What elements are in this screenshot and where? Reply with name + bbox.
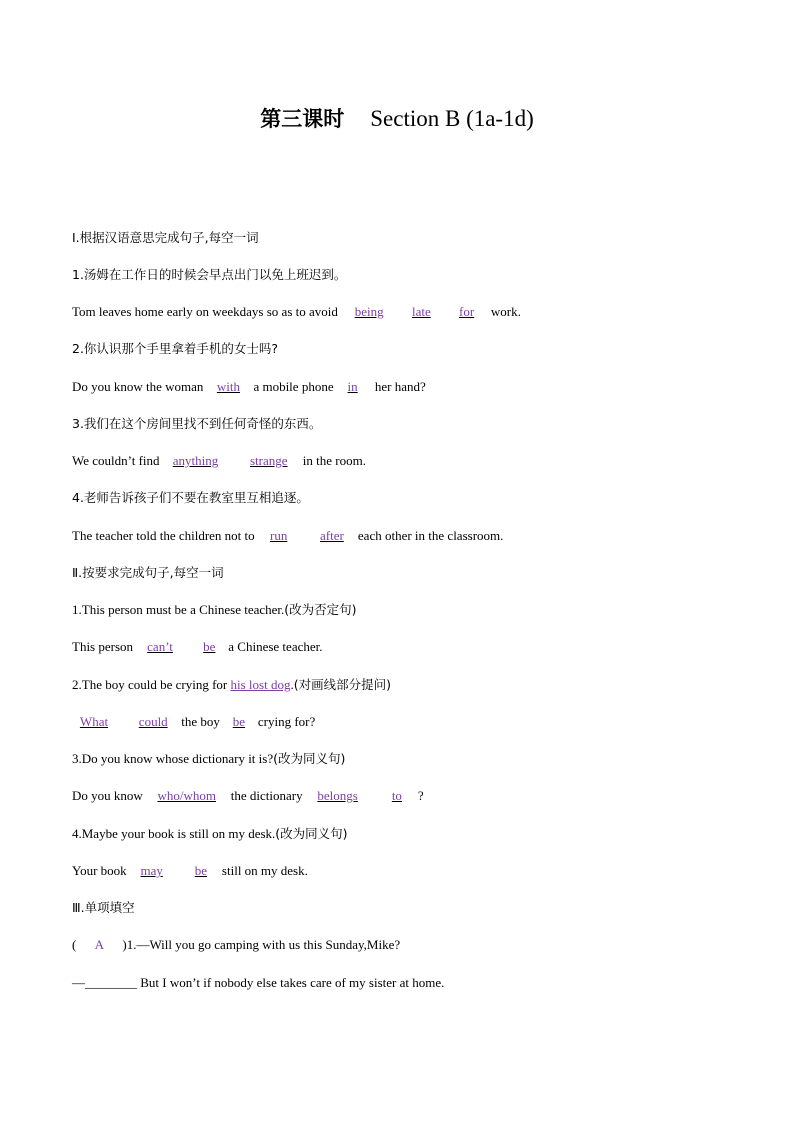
s2-q1-sentence	[72, 638, 323, 656]
text: (改为同义句)	[275, 826, 348, 841]
text: 3.Do you know whose dictionary it is?	[72, 751, 274, 766]
s1-q2-chinese: 2.你认识那个手里拿着手机的女士吗?	[72, 341, 279, 356]
answer-blank: can’t	[147, 639, 173, 654]
answer-blank: after	[320, 528, 344, 543]
text: a Chinese teacher.	[228, 639, 323, 654]
section-2-heading: Ⅱ.按要求完成句子,每空一词	[72, 565, 224, 580]
s2-q4-prompt	[72, 825, 348, 843]
s3-q1-question	[72, 936, 400, 954]
page-title	[0, 104, 794, 134]
s3-q1-reply: —________ But I won’t if nobody else takes care of my sister at home.	[72, 975, 445, 990]
s2-q3-sentence	[72, 787, 424, 805]
answer-blank: be	[203, 639, 216, 654]
text: (改为同义句)	[273, 751, 346, 766]
text: (	[72, 937, 77, 952]
text: the dictionary	[230, 788, 303, 803]
answer-blank: run	[269, 528, 288, 543]
answer-blank: be	[194, 863, 208, 878]
text: work.	[490, 304, 521, 319]
s1-q4-chinese: 4.老师告诉孩子们不要在教室里互相追逐。	[72, 490, 309, 505]
section-1-heading: Ⅰ.根据汉语意思完成句子,每空一词	[72, 230, 259, 245]
title-zh: 第三课时	[260, 107, 345, 131]
s2-q3-prompt	[72, 750, 345, 768]
text: (对画线部分提问)	[293, 677, 391, 692]
answer-blank: What	[79, 714, 109, 729]
s1-q1-chinese: 1.汤姆在工作日的时候会早点出门以免上班迟到。	[72, 267, 347, 282]
text: each other in the classroom.	[357, 528, 504, 543]
answer-blank: who/whom	[157, 788, 217, 803]
answer-blank: be	[232, 714, 246, 729]
answer-blank: for	[459, 304, 475, 319]
text: Tom leaves home early on weekdays so as to avoid	[72, 304, 338, 319]
choice-answer: A	[94, 937, 105, 952]
text: in the room.	[302, 453, 366, 468]
s1-q4-sentence	[72, 527, 503, 545]
text: Do you know the woman	[72, 379, 204, 394]
text: Your book	[72, 863, 127, 878]
s1-q3-chinese: 3.我们在这个房间里找不到任何奇怪的东西。	[72, 416, 322, 431]
text: 1.This person must be a Chinese teacher.	[72, 602, 285, 617]
s2-q1-prompt	[72, 601, 357, 619]
answer-blank: to	[391, 788, 402, 803]
text: her hand?	[374, 379, 426, 394]
title-en: Section B (1a-1d)	[370, 106, 534, 131]
text: 2.The boy could be crying for	[72, 677, 231, 692]
s2-q4-sentence	[72, 862, 308, 880]
answer-blank: with	[216, 379, 240, 394]
text: The teacher told the children not to	[72, 528, 255, 543]
s2-q2-prompt	[72, 676, 391, 694]
text: still on my desk.	[221, 863, 308, 878]
text: .	[290, 677, 294, 692]
text: a mobile phone	[253, 379, 334, 394]
answer-blank: in	[347, 379, 358, 394]
s1-q1-sentence	[72, 303, 521, 321]
text: ?	[417, 788, 424, 803]
text: 1.—Will you go camping with us this Sunday,Mike?	[126, 937, 401, 952]
answer-blank: being	[354, 304, 384, 319]
text: This person	[72, 639, 134, 654]
answer-blank: strange	[250, 453, 288, 468]
text: We couldn’t find	[72, 453, 160, 468]
answer-blank: may	[140, 863, 163, 878]
s1-q3-sentence	[72, 452, 366, 470]
text: (改为否定句)	[284, 602, 357, 617]
text: Do you know	[72, 788, 143, 803]
answer-blank: anything	[172, 453, 219, 468]
text: )	[122, 937, 127, 952]
answer-blank: belongs	[317, 788, 358, 803]
s2-q2-sentence	[72, 713, 315, 731]
text: the boy	[181, 714, 220, 729]
text: 4.Maybe your book is still on my desk.	[72, 826, 276, 841]
s1-q2-sentence	[72, 378, 426, 396]
answer-blank: could	[138, 714, 168, 729]
underlined-phrase: his lost dog	[230, 677, 291, 692]
answer-blank: late	[412, 304, 431, 319]
text: crying for?	[257, 714, 316, 729]
section-3-heading: Ⅲ.单项填空	[72, 900, 135, 915]
